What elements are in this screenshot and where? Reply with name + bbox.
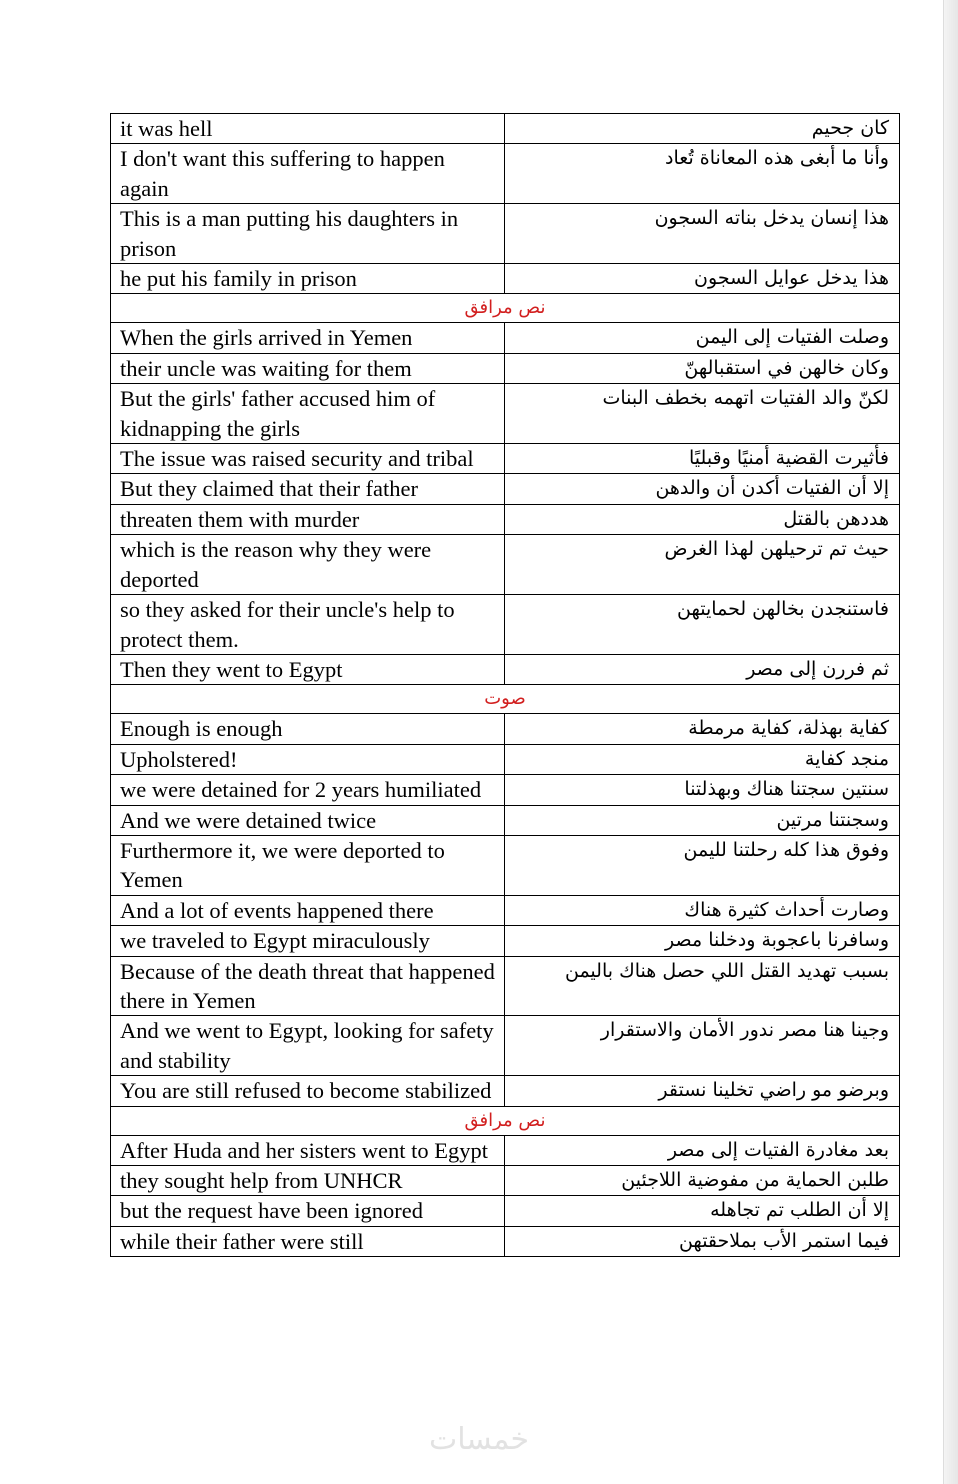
english-cell: which is the reason why they were deported bbox=[111, 535, 505, 595]
table-row bbox=[111, 1076, 900, 1106]
english-cell: After Huda and her sisters went to Egypt bbox=[111, 1135, 505, 1165]
arabic-cell: طلبن الحماية من مفوضية اللاجئين bbox=[505, 1166, 900, 1196]
table-row bbox=[111, 1166, 900, 1196]
table-row bbox=[111, 926, 900, 956]
english-cell: it was hell bbox=[111, 114, 505, 144]
arabic-cell: فأثيرت القضية أمنيًا وقبليًا bbox=[505, 444, 900, 474]
english-cell: but the request have been ignored bbox=[111, 1196, 505, 1226]
arabic-cell: وفوق هذا كله رحلتنا لليمن bbox=[505, 835, 900, 895]
arabic-cell: وسجنتنا مرتين bbox=[505, 805, 900, 835]
table-row bbox=[111, 204, 900, 264]
english-cell: You are still refused to become stabilized bbox=[111, 1076, 505, 1106]
section-row bbox=[111, 1106, 900, 1135]
english-cell: But the girls' father accused him of kidnapping the girls bbox=[111, 384, 505, 444]
arabic-cell: حيث تم ترحيلهن لهذا الغرض bbox=[505, 535, 900, 595]
table-row bbox=[111, 1196, 900, 1226]
english-cell: This is a man putting his daughters in prison bbox=[111, 204, 505, 264]
table-row bbox=[111, 654, 900, 684]
arabic-cell: وكان خالهن في استقبالهنّ bbox=[505, 353, 900, 383]
english-cell: so they asked for their uncle's help to protect them. bbox=[111, 595, 505, 655]
english-cell: Furthermore it, we were deported to Yemen bbox=[111, 835, 505, 895]
section-row bbox=[111, 294, 900, 323]
english-cell: But they claimed that their father bbox=[111, 474, 505, 504]
english-cell: Then they went to Egypt bbox=[111, 654, 505, 684]
arabic-cell: وصلت الفتيات إلى اليمن bbox=[505, 323, 900, 353]
arabic-cell: هددهن بالقتل bbox=[505, 504, 900, 534]
arabic-cell: منجد كفاية bbox=[505, 744, 900, 774]
table-row bbox=[111, 535, 900, 595]
arabic-cell: إلا أن الفتيات أكدن أن والدهن bbox=[505, 474, 900, 504]
english-cell: The issue was raised security and tribal bbox=[111, 444, 505, 474]
arabic-cell: سنتين سجتنا هناك وبهذلتنا bbox=[505, 775, 900, 805]
arabic-cell: كان جحيم bbox=[505, 114, 900, 144]
table-row bbox=[111, 444, 900, 474]
arabic-cell: فيما استمر الأب بملاحقتهن bbox=[505, 1226, 900, 1256]
page-edge bbox=[943, 0, 958, 1484]
arabic-cell: بسبب تهديد القتل اللي حصل هناك باليمن bbox=[505, 956, 900, 1016]
arabic-cell: وسافرنا باعجوبة ودخلنا مصر bbox=[505, 926, 900, 956]
table-row bbox=[111, 744, 900, 774]
arabic-cell: فاستنجدن بخالهن لحمايتهن bbox=[505, 595, 900, 655]
english-cell: Upholstered! bbox=[111, 744, 505, 774]
english-cell: we traveled to Egypt miraculously bbox=[111, 926, 505, 956]
table-row bbox=[111, 264, 900, 294]
table-row bbox=[111, 714, 900, 744]
table-row bbox=[111, 956, 900, 1016]
khamsat-watermark: خمسات bbox=[428, 1422, 530, 1457]
table-row bbox=[111, 805, 900, 835]
table-row bbox=[111, 1226, 900, 1256]
table-row bbox=[111, 144, 900, 204]
section-label: نص مرافق bbox=[111, 1106, 900, 1135]
table-row bbox=[111, 1135, 900, 1165]
arabic-cell: هذا يدخل عوايل السجون bbox=[505, 264, 900, 294]
arabic-cell: وأنا ما أبغى هذه المعاناة تُعاد bbox=[505, 144, 900, 204]
table-row bbox=[111, 474, 900, 504]
arabic-cell: وصارت أحداث كثيرة هناك bbox=[505, 895, 900, 925]
english-cell: he put his family in prison bbox=[111, 264, 505, 294]
arabic-cell: كفاية بهذلة، كفاية مرمطة bbox=[505, 714, 900, 744]
table-row bbox=[111, 775, 900, 805]
arabic-cell: إلا أن الطلب تم تجاهله bbox=[505, 1196, 900, 1226]
english-cell: their uncle was waiting for them bbox=[111, 353, 505, 383]
arabic-cell: وبرضو مو راضي تخلينا نستقر bbox=[505, 1076, 900, 1106]
table-row bbox=[111, 384, 900, 444]
table-row bbox=[111, 114, 900, 144]
arabic-cell: لكنّ والد الفتيات اتهمه بخطف البنات bbox=[505, 384, 900, 444]
english-cell: while their father were still bbox=[111, 1226, 505, 1256]
english-cell: I don't want this suffering to happen again bbox=[111, 144, 505, 204]
table-row bbox=[111, 595, 900, 655]
table-row bbox=[111, 353, 900, 383]
table-row bbox=[111, 323, 900, 353]
english-cell: When the girls arrived in Yemen bbox=[111, 323, 505, 353]
arabic-cell: هذا إنسان يدخل بناته السجون bbox=[505, 204, 900, 264]
table-row bbox=[111, 835, 900, 895]
section-label: صوت bbox=[111, 685, 900, 714]
english-cell: And we were detained twice bbox=[111, 805, 505, 835]
english-cell: Because of the death threat that happened there in Yemen bbox=[111, 956, 505, 1016]
english-cell: we were detained for 2 years humiliated bbox=[111, 775, 505, 805]
english-cell: And we went to Egypt, looking for safety and stability bbox=[111, 1016, 505, 1076]
table-row bbox=[111, 895, 900, 925]
english-cell: they sought help from UNHCR bbox=[111, 1166, 505, 1196]
arabic-cell: وجينا هنا مصر ندور الأمان والاستقرار bbox=[505, 1016, 900, 1076]
english-cell: threaten them with murder bbox=[111, 504, 505, 534]
english-cell: Enough is enough bbox=[111, 714, 505, 744]
english-cell: And a lot of events happened there bbox=[111, 895, 505, 925]
arabic-cell: ثم فررن إلى مصر bbox=[505, 654, 900, 684]
section-label: نص مرافق bbox=[111, 294, 900, 323]
table-row bbox=[111, 504, 900, 534]
arabic-cell: بعد مغادرة الفتيات إلى مصر bbox=[505, 1135, 900, 1165]
translation-table bbox=[110, 113, 900, 1257]
section-row bbox=[111, 685, 900, 714]
table-row bbox=[111, 1016, 900, 1076]
